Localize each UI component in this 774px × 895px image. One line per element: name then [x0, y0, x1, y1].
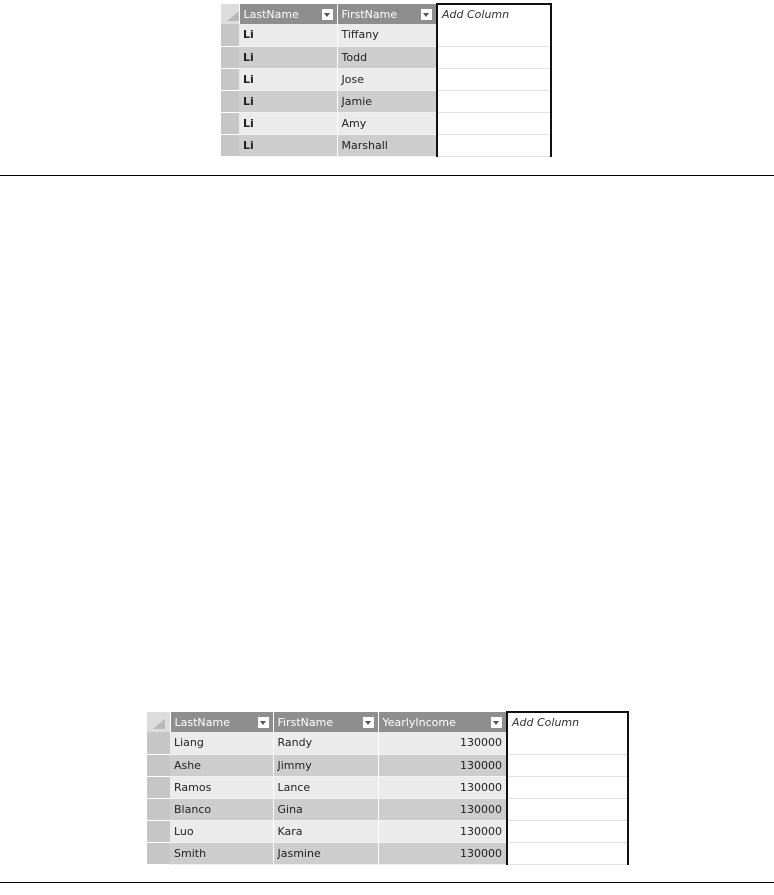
- cell-lastname[interactable]: Ashe: [170, 754, 273, 776]
- column-header-lastname[interactable]: [239, 4, 337, 24]
- cell-lastname[interactable]: Luo: [170, 820, 273, 842]
- cell-firstname[interactable]: Amy: [337, 112, 437, 134]
- cell-firstname[interactable]: Lance: [273, 776, 378, 798]
- section-divider: [0, 882, 774, 883]
- filter-dropdown-icon[interactable]: [363, 717, 374, 728]
- data-grid-2: [147, 711, 629, 865]
- cell-firstname[interactable]: Jasmine: [273, 842, 378, 864]
- cell-lastname[interactable]: Li: [239, 46, 337, 68]
- row-selector[interactable]: [221, 68, 239, 90]
- cell-lastname[interactable]: Li: [239, 24, 337, 46]
- add-column-cell[interactable]: [437, 112, 551, 134]
- row-selector[interactable]: [147, 754, 170, 776]
- add-column-cell[interactable]: [437, 46, 551, 68]
- cell-lastname[interactable]: Li: [239, 90, 337, 112]
- add-column-cell[interactable]: [437, 24, 551, 46]
- row-selector[interactable]: [221, 134, 239, 156]
- cell-lastname[interactable]: Li: [239, 134, 337, 156]
- table-row[interactable]: [147, 732, 628, 754]
- column-header-label: LastName: [174, 715, 230, 729]
- add-column-cell[interactable]: [507, 732, 628, 754]
- table-row[interactable]: [221, 134, 551, 156]
- table-row[interactable]: [221, 46, 551, 68]
- column-header-firstname[interactable]: [273, 712, 378, 732]
- cell-firstname[interactable]: Tiffany: [337, 24, 437, 46]
- select-all-corner[interactable]: [221, 4, 239, 24]
- filter-dropdown-icon[interactable]: [258, 717, 269, 728]
- filter-dropdown-icon[interactable]: [421, 9, 432, 20]
- row-selector[interactable]: [221, 112, 239, 134]
- grid-1-table: [221, 3, 552, 157]
- row-selector[interactable]: [147, 732, 170, 754]
- column-header-lastname[interactable]: [170, 712, 273, 732]
- column-header-firstname[interactable]: [337, 4, 437, 24]
- cell-lastname[interactable]: Liang: [170, 732, 273, 754]
- grid-2-table: [147, 711, 629, 865]
- cell-lastname[interactable]: Blanco: [170, 798, 273, 820]
- table-row[interactable]: [221, 90, 551, 112]
- cell-lastname[interactable]: Li: [239, 112, 337, 134]
- select-all-corner[interactable]: [147, 712, 170, 732]
- add-column-cell[interactable]: [507, 842, 628, 864]
- row-selector[interactable]: [221, 24, 239, 46]
- row-selector[interactable]: [221, 46, 239, 68]
- table-row[interactable]: [147, 842, 628, 864]
- table-row[interactable]: [221, 112, 551, 134]
- column-header-label: FirstName: [277, 715, 334, 729]
- cell-firstname[interactable]: Jamie: [337, 90, 437, 112]
- table-row[interactable]: [147, 820, 628, 842]
- cell-firstname[interactable]: Randy: [273, 732, 378, 754]
- add-column-cell[interactable]: [437, 68, 551, 90]
- data-grid-1: [221, 3, 552, 157]
- row-selector[interactable]: [221, 90, 239, 112]
- grid-2-header-row: [147, 712, 628, 732]
- section-divider: [0, 175, 774, 176]
- table-row[interactable]: [147, 776, 628, 798]
- column-header-label: FirstName: [341, 7, 398, 21]
- cell-firstname[interactable]: Gina: [273, 798, 378, 820]
- add-column-cell[interactable]: [507, 820, 628, 842]
- cell-firstname[interactable]: Kara: [273, 820, 378, 842]
- column-header-yearlyincome[interactable]: [378, 712, 507, 732]
- cell-yearlyincome[interactable]: 130000: [378, 754, 507, 776]
- column-header-label: LastName: [243, 7, 299, 21]
- row-selector[interactable]: [147, 820, 170, 842]
- cell-lastname[interactable]: Smith: [170, 842, 273, 864]
- add-column-cell[interactable]: [507, 754, 628, 776]
- grid-1-header-row: [221, 4, 551, 24]
- table-row[interactable]: [147, 754, 628, 776]
- filter-dropdown-icon[interactable]: [322, 9, 333, 20]
- row-selector[interactable]: [147, 842, 170, 864]
- cell-yearlyincome[interactable]: 130000: [378, 842, 507, 864]
- table-row[interactable]: [221, 24, 551, 46]
- cell-yearlyincome[interactable]: 130000: [378, 820, 507, 842]
- cell-yearlyincome[interactable]: 130000: [378, 798, 507, 820]
- row-selector[interactable]: [147, 798, 170, 820]
- cell-yearlyincome[interactable]: 130000: [378, 776, 507, 798]
- cell-firstname[interactable]: Todd: [337, 46, 437, 68]
- cell-firstname[interactable]: Jimmy: [273, 754, 378, 776]
- add-column-cell[interactable]: [507, 798, 628, 820]
- cell-lastname[interactable]: Ramos: [170, 776, 273, 798]
- add-column-header[interactable]: Add Column: [507, 712, 628, 732]
- column-header-label: YearlyIncome: [382, 715, 456, 729]
- filter-dropdown-icon[interactable]: [491, 717, 502, 728]
- cell-yearlyincome[interactable]: 130000: [378, 732, 507, 754]
- table-row[interactable]: [221, 68, 551, 90]
- cell-firstname[interactable]: Jose: [337, 68, 437, 90]
- row-selector[interactable]: [147, 776, 170, 798]
- cell-firstname[interactable]: Marshall: [337, 134, 437, 156]
- add-column-cell[interactable]: [437, 134, 551, 156]
- add-column-cell[interactable]: [507, 776, 628, 798]
- add-column-header[interactable]: Add Column: [437, 4, 551, 24]
- add-column-cell[interactable]: [437, 90, 551, 112]
- table-row[interactable]: [147, 798, 628, 820]
- cell-lastname[interactable]: Li: [239, 68, 337, 90]
